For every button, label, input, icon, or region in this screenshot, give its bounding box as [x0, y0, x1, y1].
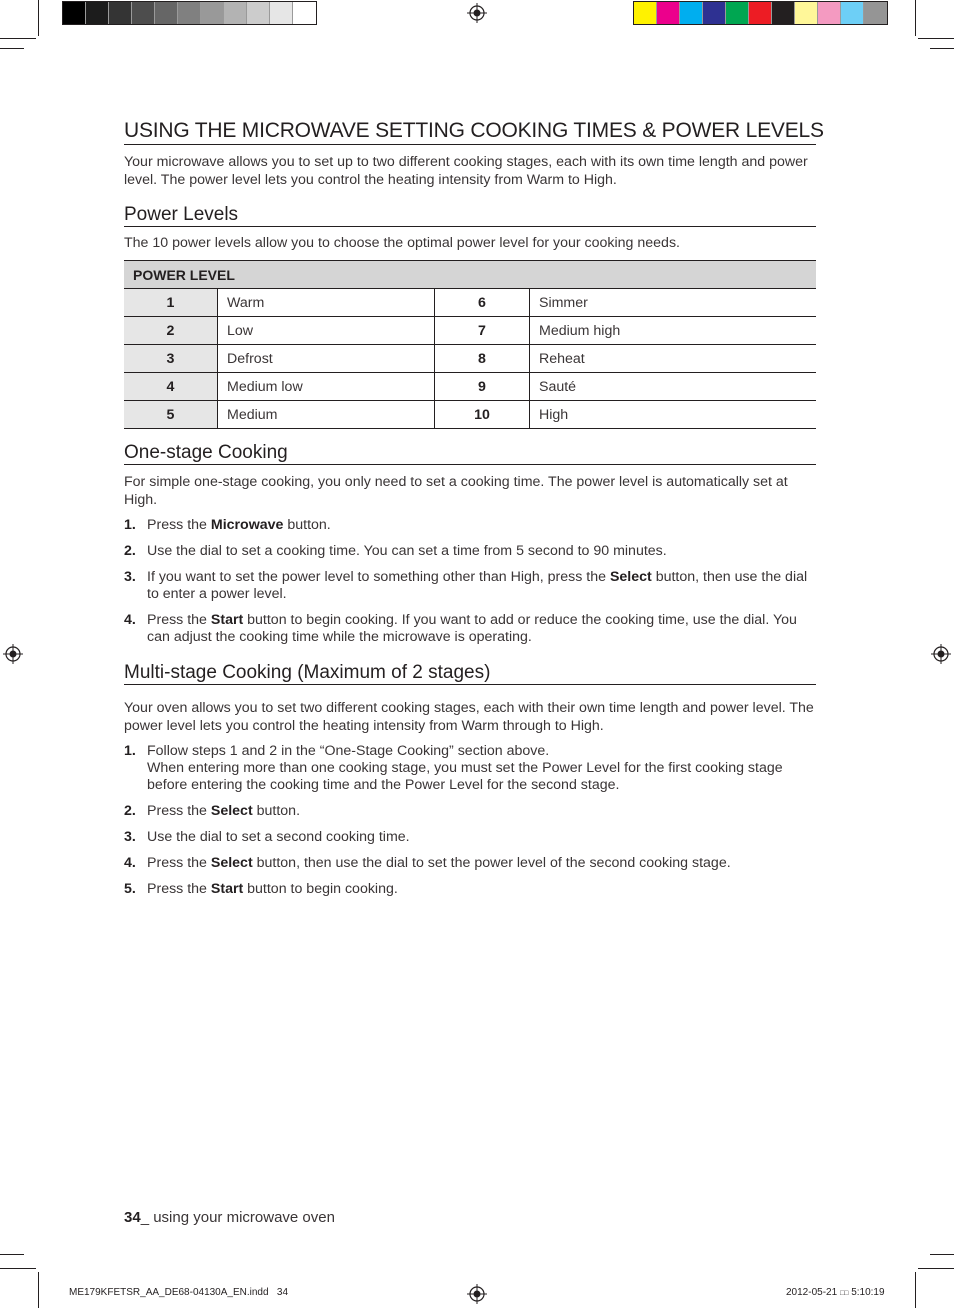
multi-stage-steps [124, 743, 816, 898]
page-footer [124, 1209, 335, 1226]
registration-mark-icon [467, 3, 487, 23]
color-swatch [680, 2, 703, 24]
step-number: 1. [124, 517, 136, 533]
step-text: Press the [147, 803, 211, 819]
color-swatch [178, 2, 201, 24]
crop-mark [915, 1272, 916, 1308]
crop-mark [930, 48, 954, 49]
color-swatch [634, 2, 657, 24]
step-number: 5. [124, 881, 136, 897]
list-item [124, 612, 816, 646]
page-number: 34 [124, 1209, 141, 1226]
color-swatch [270, 2, 293, 24]
power-level-number: 3 [124, 345, 218, 373]
table-row [124, 289, 816, 317]
step-text: button. [283, 517, 331, 533]
power-levels-heading: Power Levels [124, 203, 816, 227]
power-level-name: Reheat [530, 345, 817, 373]
crop-mark [0, 38, 36, 39]
table-row [124, 345, 816, 373]
power-level-number: 8 [435, 345, 530, 373]
crop-mark [0, 1268, 36, 1269]
registration-mark-icon [467, 1284, 487, 1304]
table-row [124, 317, 816, 345]
color-swatch [657, 2, 680, 24]
color-swatch [703, 2, 726, 24]
step-text: Follow steps 1 and 2 in the “One-Stage Cooking” section above. [147, 743, 550, 759]
step-text: button, then use the dial to enter a power level. [147, 569, 808, 602]
color-swatch [224, 2, 247, 24]
multi-stage-heading: Multi-stage Cooking (Maximum of 2 stages) [124, 661, 816, 685]
step-text: button. [252, 803, 301, 819]
power-level-name: Simmer [530, 289, 817, 317]
step-text: If you want to set the power level to something other than High, press the [147, 569, 610, 585]
slug-filename: ME179KFETSR_AA_DE68-04130A_EN.indd 34 [69, 1287, 289, 1298]
power-level-table-header: POWER LEVEL [124, 261, 816, 289]
table-row [124, 401, 816, 429]
color-swatch [818, 2, 841, 24]
step-text: Press the [147, 855, 211, 871]
color-swatch [109, 2, 132, 24]
step-text: Press the [147, 881, 211, 897]
table-row [124, 373, 816, 401]
power-level-number: 7 [435, 317, 530, 345]
slug-time: 5:10:19 [851, 1287, 885, 1298]
crop-mark [918, 38, 954, 39]
step-number: 3. [124, 829, 136, 845]
power-level-number: 2 [124, 317, 218, 345]
power-level-number: 5 [124, 401, 218, 429]
crop-mark [918, 1268, 954, 1269]
slug-glyph: □□ [839, 1290, 849, 1297]
step-button-name: Select [210, 855, 253, 871]
list-item [124, 543, 816, 560]
color-swatch [201, 2, 224, 24]
step-number: 2. [124, 543, 136, 559]
step-button-name: Start [210, 612, 244, 628]
step-number: 4. [124, 612, 136, 628]
crop-mark [38, 0, 39, 36]
power-level-name: Medium high [530, 317, 817, 345]
power-level-name: Sauté [530, 373, 817, 401]
intro-text: Your microwave allows you to set up to two different cooking stages, each with its own time length and power level. The power level lets you control the heating intensity from Warm to High. [124, 154, 808, 188]
step-text: button, then use the dial to set the power level of the second cooking stage. [252, 855, 731, 871]
color-swatch [155, 2, 178, 24]
step-text: Use the dial to set a cooking time. You can set a time from 5 second to 90 minutes. [147, 543, 667, 559]
power-levels-text: The 10 power levels allow you to choose the optimal power level for your cooking needs. [124, 235, 680, 251]
power-level-number: 6 [435, 289, 530, 317]
color-swatch [726, 2, 749, 24]
step-button-name: Select [210, 803, 253, 819]
one-stage-heading: One-stage Cooking [124, 441, 816, 465]
power-level-name: Medium [218, 401, 435, 429]
step-number: 3. [124, 569, 136, 585]
step-text: Press the [147, 517, 211, 533]
power-level-name: Defrost [218, 345, 435, 373]
list-item [124, 743, 816, 794]
list-item [124, 569, 816, 603]
step-number: 1. [124, 743, 136, 759]
crop-mark [0, 1254, 24, 1255]
power-level-name: Low [218, 317, 435, 345]
color-swatch [749, 2, 772, 24]
step-number: 2. [124, 803, 136, 819]
color-swatch [864, 2, 887, 24]
list-item [124, 517, 816, 534]
color-swatch [772, 2, 795, 24]
color-swatch [841, 2, 864, 24]
step-button-name: Start [210, 881, 244, 897]
step-text: Use the dial to set a second cooking time. [147, 829, 410, 845]
grayscale-color-bar [62, 1, 317, 25]
page-content [124, 118, 824, 898]
one-stage-text: For simple one-stage cooking, you only need to set a cooking time. The power level is automatically set at High. [124, 474, 788, 508]
color-swatch [132, 2, 155, 24]
page-title: USING THE MICROWAVE SETTING COOKING TIMES & POWER LEVELS [124, 118, 816, 145]
step-button-name: Microwave [210, 517, 284, 533]
crop-mark [930, 1254, 954, 1255]
list-item [124, 881, 816, 898]
color-swatch [795, 2, 818, 24]
step-extra-text: When entering more than one cooking stage, you must set the Power Level for the first cooking stage before entering the cooking time and the Power Level for the second stage. [147, 760, 783, 793]
step-button-name: Select [609, 569, 652, 585]
step-text: button to begin cooking. [243, 881, 398, 897]
footer-section-label: _ using your microwave oven [140, 1209, 335, 1226]
list-item [124, 803, 816, 820]
crop-mark [915, 0, 916, 36]
power-level-table [124, 260, 816, 429]
crop-mark [0, 48, 24, 49]
step-text: Press the [147, 612, 211, 628]
power-level-name: High [530, 401, 817, 429]
step-number: 4. [124, 855, 136, 871]
power-level-number: 10 [435, 401, 530, 429]
color-swatch [63, 2, 86, 24]
color-swatch [86, 2, 109, 24]
power-level-number: 1 [124, 289, 218, 317]
color-swatch [293, 2, 316, 24]
power-level-name: Medium low [218, 373, 435, 401]
power-level-number: 4 [124, 373, 218, 401]
color-swatch [247, 2, 270, 24]
step-text: button to begin cooking. If you want to add or reduce the cooking time, use the dial. You can adjust the cooking time while the microwave is operating. [147, 612, 797, 645]
slug-date: 2012-05-21 [786, 1287, 838, 1298]
slug-timestamp [786, 1287, 885, 1298]
registration-mark-icon [931, 644, 951, 664]
power-level-name: Warm [218, 289, 435, 317]
registration-mark-icon [3, 644, 23, 664]
list-item [124, 829, 816, 846]
multi-stage-text: Your oven allows you to set two different cooking stages, each with their own time length and power level. The power level lets you control the heating intensity from Warm through to High. [124, 700, 814, 734]
one-stage-steps [124, 517, 816, 646]
process-color-bar [633, 1, 888, 25]
list-item [124, 855, 816, 872]
crop-mark [38, 1272, 39, 1308]
power-level-number: 9 [435, 373, 530, 401]
